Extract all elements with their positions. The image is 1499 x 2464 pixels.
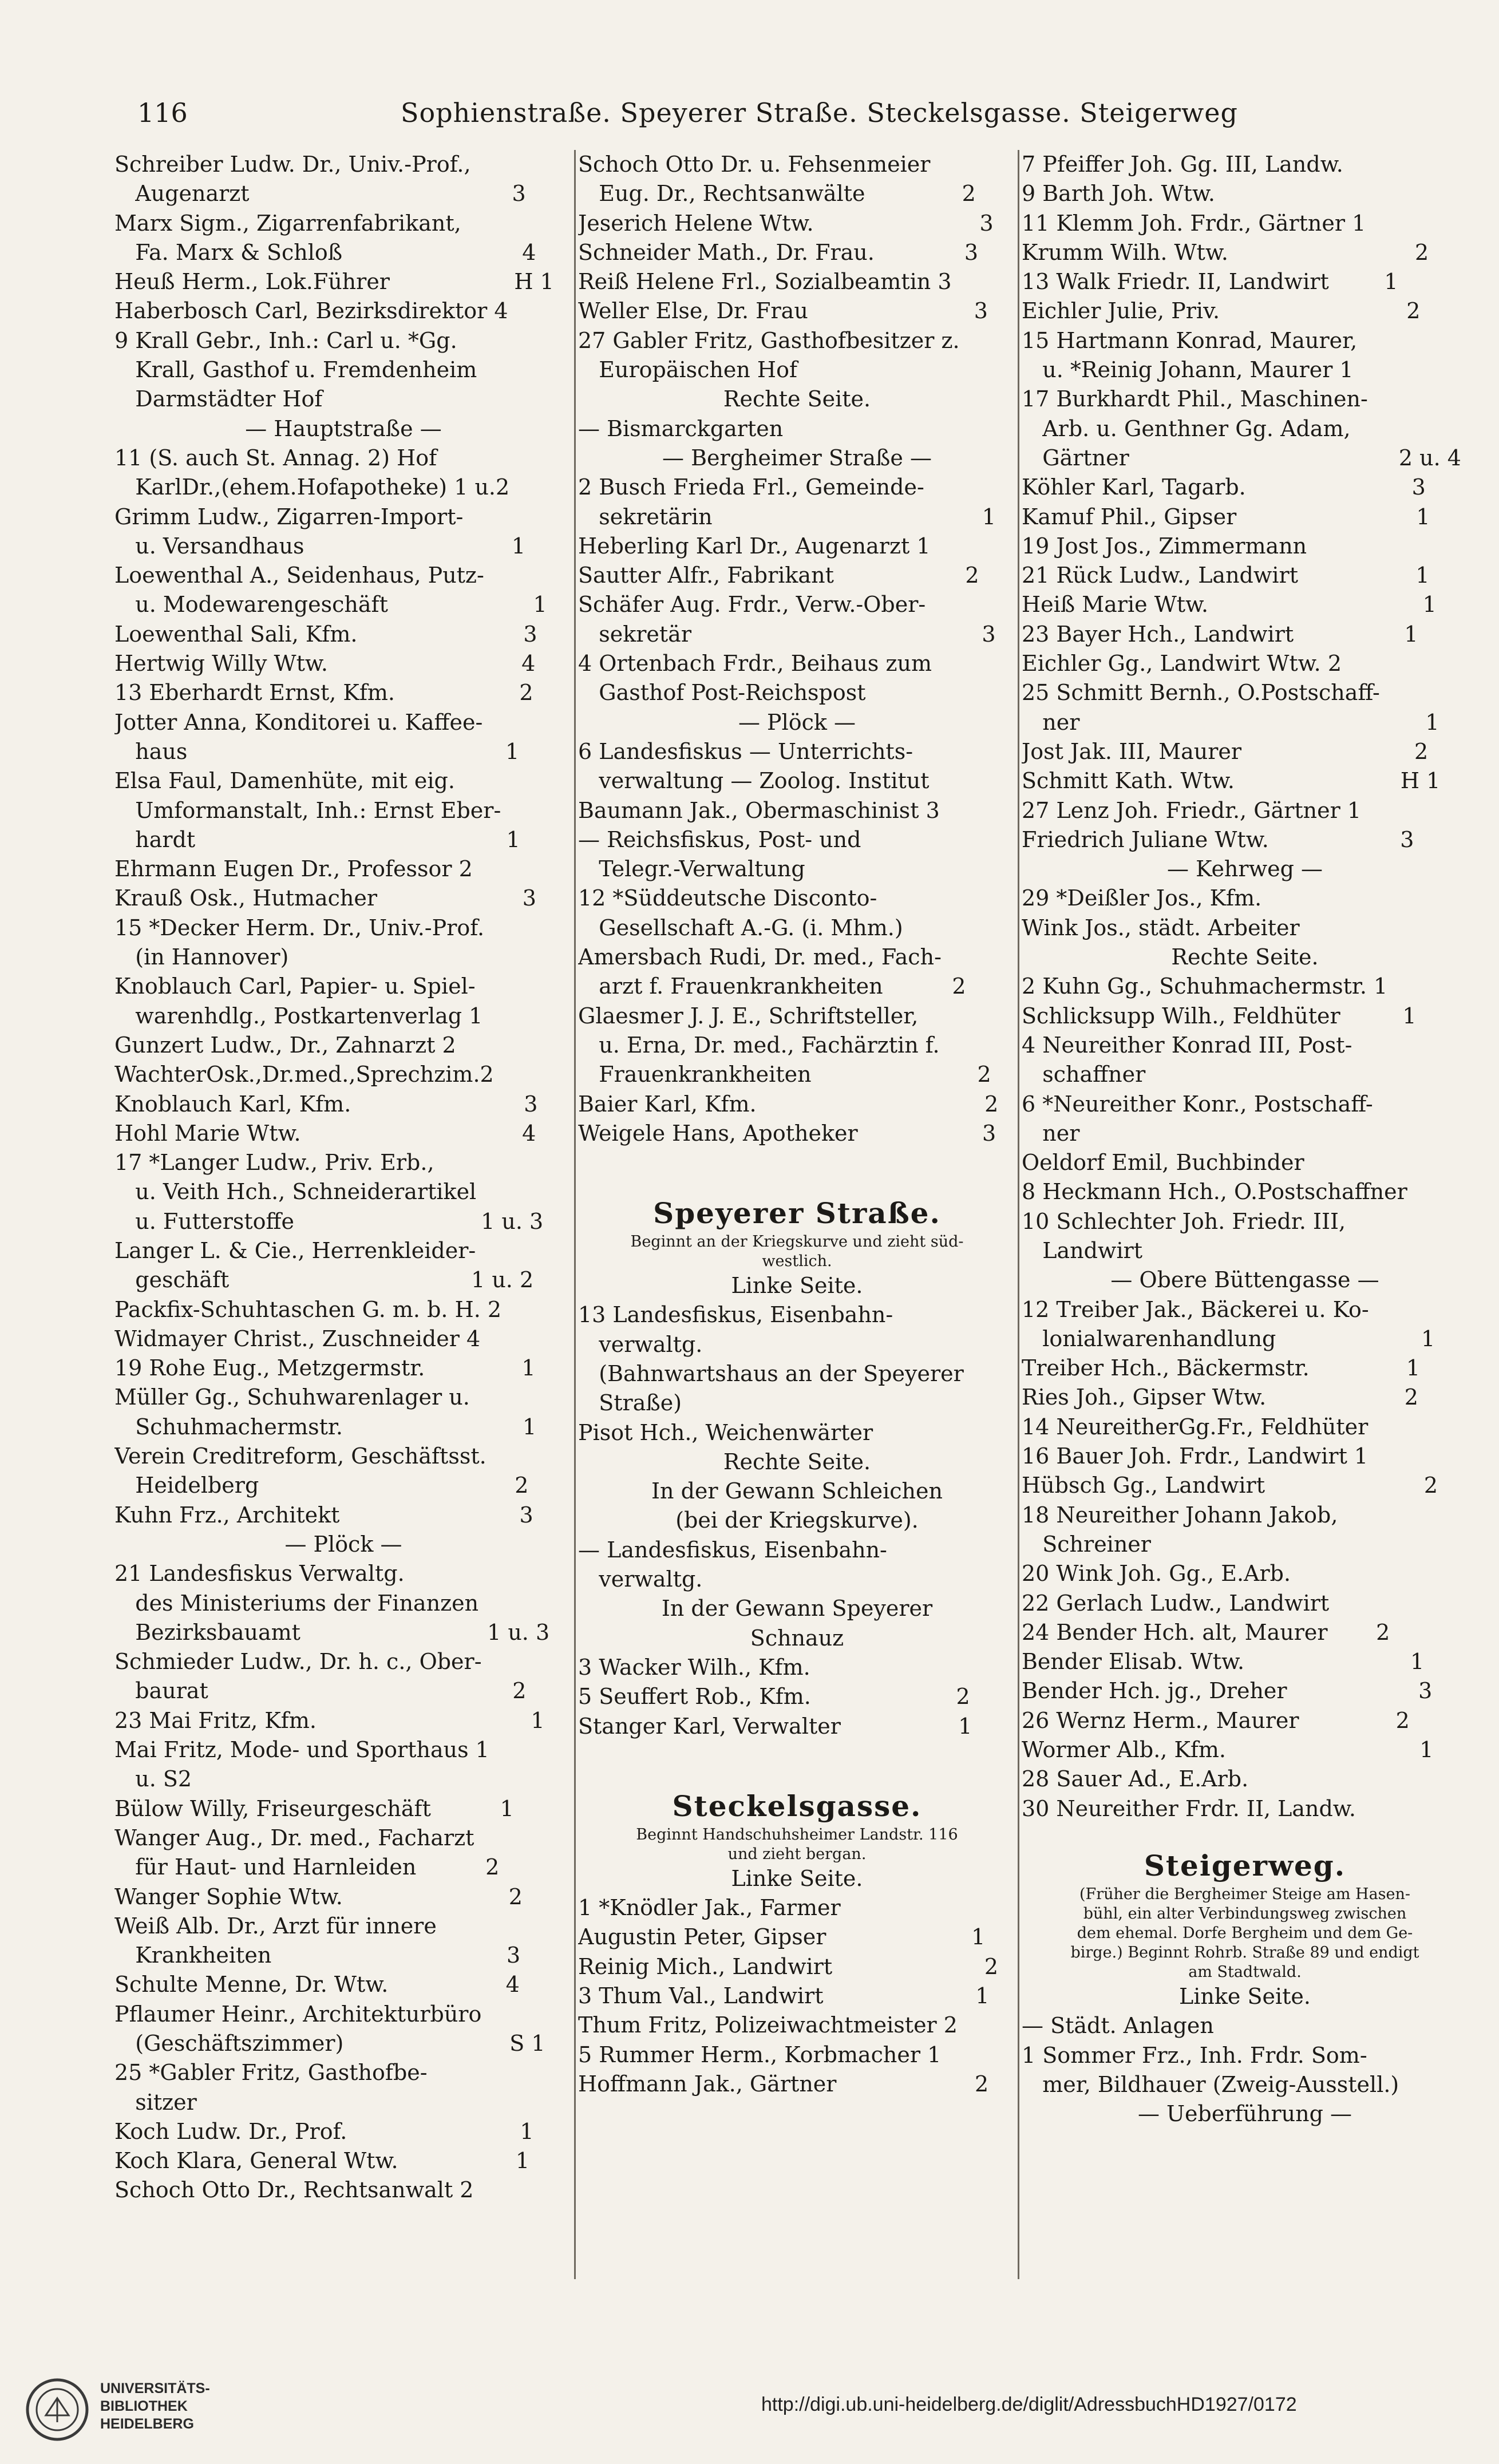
directory-entry: Haberbosch Carl, Bezirksdirektor 4 <box>114 298 508 324</box>
page-title: Sophienstraße. Speyerer Straße. Steckelsgasse. Steigerweg <box>401 97 1238 128</box>
directory-entry: schaffner <box>1022 1062 1146 1087</box>
directory-entry: Wanger Sophie Wtw. 2 <box>114 1884 523 1909</box>
street-heading: Steigerweg. <box>1144 1848 1346 1882</box>
column-3 <box>1022 150 1468 2129</box>
directory-entry: 29 *Deißler Jos., Kfm. <box>1022 885 1262 911</box>
directory-entry: Eichler Julie, Priv. 2 <box>1022 298 1421 324</box>
directory-entry: Pisot Hch., Weichenwärter <box>578 1419 873 1445</box>
street-description: Beginnt Handschuhsheimer Landstr. 116 <box>636 1825 958 1844</box>
directory-entry: 22 Gerlach Ludw., Landwirt <box>1022 1590 1330 1616</box>
column-divider <box>574 150 576 2279</box>
section-heading: — Ueberführung — <box>1137 2101 1352 2127</box>
page-header <box>137 86 1238 137</box>
directory-entry: 18 Neureither Johann Jakob, <box>1022 1502 1338 1528</box>
directory-entry: Augenarzt 3 <box>114 181 526 207</box>
directory-entry: Bender Hch. jg., Dreher 3 <box>1022 1678 1433 1704</box>
directory-entry: Arb. u. Genthner Gg. Adam, <box>1022 416 1351 441</box>
section-heading: Rechte Seite. <box>723 1449 871 1474</box>
directory-entry: Stanger Karl, Verwalter 1 <box>578 1713 972 1739</box>
directory-entry: Schäfer Aug. Frdr., Verw.-Ober- <box>578 592 926 618</box>
directory-entry: verwaltung — Zoolog. Institut <box>578 768 930 794</box>
directory-entry: Knoblauch Karl, Kfm. 3 <box>114 1091 538 1117</box>
directory-entry: Krauß Osk., Hutmacher 3 <box>114 885 536 911</box>
street-heading: Speyerer Straße. <box>653 1196 941 1231</box>
section-heading: Rechte Seite. <box>1171 944 1319 970</box>
directory-entry: 3 Thum Val., Landwirt 1 <box>578 1983 990 2009</box>
directory-entry: (Bahnwartshaus an der Speyerer <box>578 1360 964 1386</box>
directory-entry: Schmitt Kath. Wtw. H 1 <box>1022 768 1441 794</box>
section-heading: — Plöck — <box>284 1531 402 1557</box>
directory-entry: Schulte Menne, Dr. Wtw. 4 <box>114 1972 520 1998</box>
directory-entry: 11 (S. auch St. Annag. 2) Hof <box>114 445 437 470</box>
directory-entry: 6 *Neureither Konr., Postschaff- <box>1022 1091 1373 1117</box>
directory-entry: Köhler Karl, Tagarb. 3 <box>1022 474 1426 500</box>
directory-entry: Reinig Mich., Landwirt 2 <box>578 1953 999 1979</box>
directory-entry: ner <box>1022 1120 1080 1146</box>
directory-entry: Gärtner 2 u. 4 <box>1022 445 1461 470</box>
spacer <box>578 1171 1016 1194</box>
section-heading: — Plöck — <box>738 709 856 735</box>
library-logo <box>23 2375 92 2444</box>
directory-entry: 23 Mai Fritz, Kfm. 1 <box>114 1707 545 1733</box>
directory-entry: 8 Heckmann Hch., O.Postschaffner <box>1022 1179 1407 1205</box>
directory-entry: 9 Barth Joh. Wtw. <box>1022 181 1215 207</box>
directory-entry: Koch Klara, General Wtw. 1 <box>114 2148 530 2174</box>
directory-entry: Hoffmann Jak., Gärtner 2 <box>578 2071 989 2097</box>
directory-entry: Schmieder Ludw., Dr. h. c., Ober- <box>114 1649 482 1675</box>
directory-entry: 13 Eberhardt Ernst, Kfm. 2 <box>114 680 533 706</box>
street-description: birge.) Beginnt Rohrb. Straße 89 und endigt <box>1070 1943 1419 1961</box>
directory-entry: mer, Bildhauer (Zweig-Ausstell.) <box>1022 2071 1399 2097</box>
directory-entry: Straße) <box>578 1390 682 1416</box>
directory-entry: 19 Jost Jos., Zimmermann <box>1022 533 1307 559</box>
directory-entry: sekretärin 1 <box>578 504 996 529</box>
directory-entry: Langer L. & Cie., Herrenkleider- <box>114 1237 476 1263</box>
directory-entry: Loewenthal Sali, Kfm. 3 <box>114 621 537 647</box>
directory-entry: Kuhn Frz., Architekt 3 <box>114 1502 533 1528</box>
directory-entry: geschäft 1 u. 2 <box>114 1267 534 1293</box>
directory-entry: Wormer Alb., Kfm. 1 <box>1022 1737 1434 1763</box>
directory-entry: sitzer <box>114 2089 197 2115</box>
directory-entry: verwaltg. <box>578 1331 703 1357</box>
directory-entry: Heiß Marie Wtw. 1 <box>1022 592 1437 618</box>
directory-entry: u. *Reinig Johann, Maurer 1 <box>1022 357 1354 383</box>
column-2 <box>578 150 1016 2099</box>
directory-entry: Wink Jos., städt. Arbeiter <box>1022 915 1300 940</box>
section-heading: Schnauz <box>750 1625 844 1651</box>
directory-entry: Jost Jak. III, Maurer 2 <box>1022 738 1429 764</box>
directory-entry: Jotter Anna, Konditorei u. Kaffee- <box>114 709 483 735</box>
directory-entry: Hübsch Gg., Landwirt 2 <box>1022 1473 1438 1498</box>
directory-entry: Gunzert Ludw., Dr., Zahnarzt 2 <box>114 1032 456 1058</box>
directory-entry: (Geschäftszimmer) S 1 <box>114 2031 545 2056</box>
directory-entry: Bülow Willy, Friseurgeschäft 1 <box>114 1795 514 1821</box>
directory-entry: 27 Gabler Fritz, Gasthofbesitzer z. <box>578 327 960 353</box>
directory-entry: Weller Else, Dr. Frau 3 <box>578 298 988 324</box>
directory-entry: 2 Kuhn Gg., Schuhmachermstr. 1 <box>1022 974 1388 999</box>
directory-entry: lonialwarenhandlung 1 <box>1022 1326 1435 1351</box>
directory-entry: 11 Klemm Joh. Frdr., Gärtner 1 <box>1022 210 1366 236</box>
directory-entry: 2 Busch Frieda Frl., Gemeinde- <box>578 474 924 500</box>
directory-entry: Schreiber Ludw. Dr., Univ.-Prof., <box>114 152 471 177</box>
directory-entry: u. Modewarengeschäft 1 <box>114 592 547 618</box>
directory-entry: 17 Burkhardt Phil., Maschinen- <box>1022 386 1368 412</box>
directory-entry: des Ministeriums der Finanzen <box>114 1590 479 1616</box>
directory-entry: KarlDr.,(ehem.Hofapotheke) 1 u.2 <box>114 474 510 500</box>
directory-entry: Widmayer Christ., Zuschneider 4 <box>114 1326 481 1351</box>
directory-entry: 15 *Decker Herm. Dr., Univ.-Prof. <box>114 915 485 940</box>
directory-entry: Ries Joh., Gipser Wtw. 2 <box>1022 1385 1418 1410</box>
directory-entry: hardt 1 <box>114 826 520 852</box>
directory-entry: WachterOsk.,Dr.med.,Sprechzim.2 <box>114 1062 494 1087</box>
spacer <box>578 1764 1016 1787</box>
directory-entry: 1 *Knödler Jak., Farmer <box>578 1895 841 1921</box>
directory-entry: Baier Karl, Kfm. 2 <box>578 1091 999 1117</box>
directory-entry: 19 Rohe Eug., Metzgermstr. 1 <box>114 1355 536 1381</box>
spacer <box>578 1741 1016 1764</box>
directory-entry: Krumm Wilh. Wtw. 2 <box>1022 239 1429 265</box>
directory-entry: Gesellschaft A.-G. (i. Mhm.) <box>578 915 903 940</box>
street-description: dem ehemal. Dorfe Bergheim und dem Ge- <box>1077 1924 1413 1942</box>
directory-entry: (in Hannover) <box>114 944 289 970</box>
section-heading: — Bergheimer Straße — <box>662 445 932 470</box>
street-description: Beginnt an der Kriegskurve und zieht süd- <box>630 1233 964 1251</box>
directory-entry: Hertwig Willy Wtw. 4 <box>114 651 536 677</box>
section-heading: — Obere Büttengasse — <box>1110 1267 1379 1293</box>
directory-entry: 17 *Langer Ludw., Priv. Erb., <box>114 1150 434 1176</box>
directory-entry: Knoblauch Carl, Papier- u. Spiel- <box>114 974 476 999</box>
column-divider <box>1018 150 1019 2279</box>
directory-entry: Krankheiten 3 <box>114 1943 521 1968</box>
directory-entry: Packfix-Schuhtaschen G. m. b. H. 2 <box>114 1296 502 1322</box>
directory-entry: für Haut- und Harnleiden 2 <box>114 1854 500 1880</box>
directory-entry: Schoch Otto Dr., Rechtsanwalt 2 <box>114 2177 474 2203</box>
directory-entry: Bender Elisab. Wtw. 1 <box>1022 1649 1425 1675</box>
directory-entry: Schneider Math., Dr. Frau. 3 <box>578 239 979 265</box>
footer <box>0 2358 1499 2464</box>
directory-entry: Thum Fritz, Polizeiwachtmeister 2 <box>578 2012 958 2038</box>
directory-entry: Umformanstalt, Inh.: Ernst Eber- <box>114 797 501 823</box>
directory-entry: Kamuf Phil., Gipser 1 <box>1022 504 1430 529</box>
spacer <box>578 1148 1016 1171</box>
directory-entry: 4 Ortenbach Frdr., Beihaus zum <box>578 651 932 677</box>
directory-entry: warenhdlg., Postkartenverlag 1 <box>114 1003 483 1029</box>
source-url[interactable]: http://digi.ub.uni-heidelberg.de/diglit/AdressbuchHD1927/0172 <box>761 2394 1297 2415</box>
section-heading: Linke Seite. <box>731 1865 863 1891</box>
directory-entry: 25 Schmitt Bernh., O.Postschaff- <box>1022 680 1380 706</box>
directory-entry: Heidelberg 2 <box>114 1473 529 1498</box>
directory-entry: Grimm Ludw., Zigarren-Import- <box>114 504 464 529</box>
directory-entry: — Reichsfiskus, Post- und <box>578 826 861 852</box>
column-1 <box>114 150 572 2205</box>
directory-entry: Schreiner <box>1022 1531 1151 1557</box>
directory-entry: 4 Neureither Konrad III, Post- <box>1022 1032 1352 1058</box>
directory-entry: Ehrmann Eugen Dr., Professor 2 <box>114 856 473 882</box>
directory-entry: 12 *Süddeutsche Disconto- <box>578 885 877 911</box>
directory-entry: Amersbach Rudi, Dr. med., Fach- <box>578 944 942 970</box>
directory-entry: Eug. Dr., Rechtsanwälte 2 <box>578 181 976 207</box>
directory-entry: Verein Creditreform, Geschäftsst. <box>114 1443 487 1469</box>
directory-entry: Glaesmer J. J. E., Schriftsteller, <box>578 1003 919 1029</box>
directory-entry: Wanger Aug., Dr. med., Facharzt <box>114 1825 474 1850</box>
section-heading: Linke Seite. <box>731 1273 863 1299</box>
directory-entry: 26 Wernz Herm., Maurer 2 <box>1022 1707 1410 1733</box>
directory-entry: 7 Pfeiffer Joh. Gg. III, Landw. <box>1022 152 1343 177</box>
directory-entry: Friedrich Juliane Wtw. 3 <box>1022 826 1414 852</box>
library-name-line: HEIDELBERG <box>100 2416 194 2432</box>
directory-entry: Jeserich Helene Wtw. 3 <box>578 210 994 236</box>
section-heading: — Kehrweg — <box>1167 856 1323 882</box>
directory-entry: u. Erna, Dr. med., Fachärztin f. <box>578 1032 940 1058</box>
page-number: 116 <box>137 97 188 128</box>
directory-entry: Landwirt <box>1022 1237 1143 1263</box>
directory-entry: 20 Wink Joh. Gg., E.Arb. <box>1022 1561 1291 1587</box>
spacer <box>1022 1824 1468 1846</box>
directory-entry: haus 1 <box>114 738 520 764</box>
street-description: am Stadtwald. <box>1188 1963 1302 1981</box>
directory-entry: 10 Schlechter Joh. Friedr. III, <box>1022 1208 1346 1234</box>
directory-entry: 30 Neureither Frdr. II, Landw. <box>1022 1795 1356 1821</box>
directory-entry: Oeldorf Emil, Buchbinder <box>1022 1150 1304 1176</box>
directory-entry: Krall, Gasthof u. Fremdenheim <box>114 357 477 383</box>
street-description: (Früher die Bergheimer Steige am Hasen- <box>1079 1885 1411 1903</box>
directory-entry: Reiß Helene Frl., Sozialbeamtin 3 <box>578 269 952 295</box>
directory-entry: Bezirksbauamt 1 u. 3 <box>114 1619 550 1645</box>
directory-entry: 21 Landesfiskus Verwaltg. <box>114 1561 405 1587</box>
directory-entry: — Städt. Anlagen <box>1022 2013 1214 2039</box>
directory-entry: u. Versandhaus 1 <box>114 533 526 559</box>
section-heading: In der Gewann Speyerer <box>661 1596 933 1621</box>
directory-entry: Europäischen Hof <box>578 357 798 383</box>
directory-entry: Weiß Alb. Dr., Arzt für innere <box>114 1913 437 1939</box>
directory-entry: 25 *Gabler Fritz, Gasthofbe- <box>114 2060 428 2086</box>
directory-entry: Gasthof Post-Reichspost <box>578 680 866 706</box>
directory-entry: u. Veith Hch., Schneiderartikel <box>114 1179 477 1205</box>
directory-entry: 13 Walk Friedr. II, Landwirt 1 <box>1022 269 1398 295</box>
directory-entry: Sautter Alfr., Fabrikant 2 <box>578 563 979 588</box>
library-name-line: BIBLIOTHEK <box>100 2398 188 2414</box>
directory-entry: 6 Landesfiskus — Unterrichts- <box>578 738 913 764</box>
directory-entry: Heberling Karl Dr., Augenarzt 1 <box>578 533 931 559</box>
directory-entry: Mai Fritz, Mode- und Sporthaus 1 <box>114 1737 489 1763</box>
directory-entry: baurat 2 <box>114 1678 527 1704</box>
directory-entry: 27 Lenz Joh. Friedr., Gärtner 1 <box>1022 797 1362 823</box>
directory-entry: 23 Bayer Hch., Landwirt 1 <box>1022 621 1418 647</box>
directory-entry: 13 Landesfiskus, Eisenbahn- <box>578 1302 893 1328</box>
directory-entry: Eichler Gg., Landwirt Wtw. 2 <box>1022 651 1342 677</box>
directory-entry: Müller Gg., Schuhwarenlager u. <box>114 1385 470 1410</box>
directory-entry: — Bismarckgarten <box>578 416 784 441</box>
directory-entry: u. S2 <box>114 1766 192 1792</box>
directory-entry: Fa. Marx & Schloß 4 <box>114 239 536 265</box>
street-heading: Steckelsgasse. <box>672 1789 922 1823</box>
directory-entry: sekretär 3 <box>578 621 996 647</box>
section-heading: In der Gewann Schleichen <box>651 1478 943 1504</box>
section-heading: Linke Seite. <box>1179 1983 1311 2009</box>
section-heading: Rechte Seite. <box>723 386 871 412</box>
directory-entry: 5 Rummer Herm., Korbmacher 1 <box>578 2042 942 2067</box>
directory-entry: Heuß Herm., Lok.Führer H 1 <box>114 269 554 295</box>
directory-entry: Koch Ludw. Dr., Prof. 1 <box>114 2118 534 2144</box>
library-seal-icon <box>23 2375 92 2444</box>
directory-entry: Schlicksupp Wilh., Feldhüter 1 <box>1022 1003 1417 1029</box>
directory-entry: 21 Rück Ludw., Landwirt 1 <box>1022 563 1430 588</box>
street-description: westlich. <box>762 1252 832 1271</box>
directory-entry: verwaltg. <box>578 1567 703 1592</box>
directory-entry: 14 NeureitherGg.Fr., Feldhüter <box>1022 1414 1369 1439</box>
directory-entry: ner 1 <box>1022 709 1439 735</box>
directory-entry: Augustin Peter, Gipser 1 <box>578 1924 986 1950</box>
directory-entry: Weigele Hans, Apotheker 3 <box>578 1120 996 1146</box>
directory-entry: 1 Sommer Frz., Inh. Frdr. Som- <box>1022 2042 1367 2068</box>
directory-entry: 12 Treiber Jak., Bäckerei u. Ko- <box>1022 1296 1369 1322</box>
directory-entry: arzt f. Frauenkrankheiten 2 <box>578 974 966 999</box>
directory-entry: Darmstädter Hof <box>114 386 323 412</box>
directory-entry: Frauenkrankheiten 2 <box>578 1062 991 1087</box>
street-description: und zieht bergan. <box>727 1845 867 1863</box>
directory-entry: 5 Seuffert Rob., Kfm. 2 <box>578 1684 970 1710</box>
directory-entry: Pflaumer Heinr., Architekturbüro <box>114 2001 482 2027</box>
directory-entry: 28 Sauer Ad., E.Arb. <box>1022 1766 1249 1792</box>
directory-entry: Marx Sigm., Zigarrenfabrikant, <box>114 210 461 236</box>
section-heading: (bei der Kriegskurve). <box>675 1508 919 1533</box>
directory-entry: 16 Bauer Joh. Frdr., Landwirt 1 <box>1022 1443 1369 1469</box>
directory-entry: Schuhmachermstr. 1 <box>114 1414 537 1439</box>
directory-entry: Schoch Otto Dr. u. Fehsenmeier <box>578 152 931 177</box>
directory-entry: 9 Krall Gebr., Inh.: Carl u. *Gg. <box>114 327 457 353</box>
library-name-line: UNIVERSITÄTS- <box>100 2380 210 2396</box>
directory-entry: Treiber Hch., Bäckermstr. 1 <box>1022 1355 1421 1381</box>
directory-entry: Baumann Jak., Obermaschinist 3 <box>578 797 940 823</box>
directory-entry: Telegr.-Verwaltung <box>578 856 805 882</box>
directory-entry: 24 Bender Hch. alt, Maurer 2 <box>1022 1619 1390 1645</box>
directory-entry: Elsa Faul, Damenhüte, mit eig. <box>114 768 455 794</box>
directory-entry: 3 Wacker Wilh., Kfm. <box>578 1654 810 1680</box>
section-heading: — Hauptstraße — <box>245 416 442 441</box>
directory-entry: u. Futterstoffe 1 u. 3 <box>114 1208 544 1234</box>
directory-entry: 15 Hartmann Konrad, Maurer, <box>1022 327 1358 353</box>
directory-entry: Loewenthal A., Seidenhaus, Putz- <box>114 563 484 588</box>
street-description: bühl, ein alter Verbindungsweg zwischen <box>1083 1904 1407 1923</box>
library-name <box>100 2380 210 2433</box>
directory-entry: — Landesfiskus, Eisenbahn- <box>578 1537 887 1563</box>
directory-entry: Hohl Marie Wtw. 4 <box>114 1120 536 1146</box>
